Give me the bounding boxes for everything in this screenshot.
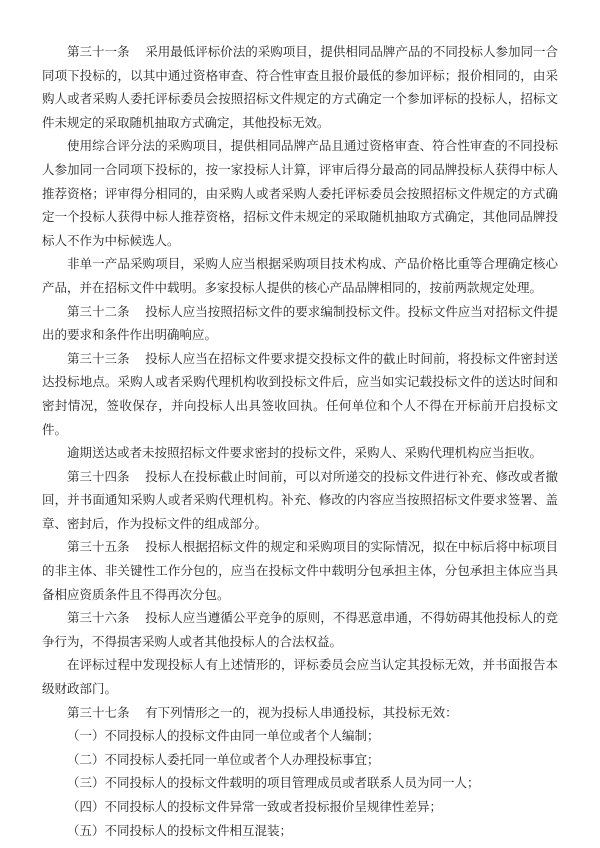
article-31-para-3: 非单一产品采购项目，采购人应当根据采购项目技术构成、产品价格比重等合理确定核心产品，并在招标文件中载明。多家投标人提供的核心产品品牌相同的，按前两款规定处理。	[42, 257, 558, 295]
article-37-item-3: （三）不同投标人的投标文件载明的项目管理成员或者联系人员为同一人；	[67, 776, 480, 791]
article-37-item-4: （四）不同投标人的投标文件异常一致或者投标报价呈规律性差异；	[67, 800, 443, 814]
article-37-item-2: （二）不同投标人委托同一单位或者个人办理投标事宜；	[67, 752, 380, 767]
article-35-text: 第三十五条 投标人根据招标文件的规定和采购项目的实际情况，拟在中标后将中标项目的非主体、非关键性工作分包的，应当在投标文件中载明分包承担主体，分包承担主体应当具备相应资质条件且不得再次分包。	[42, 540, 558, 602]
article-37-item-1: （一）不同投标人的投标文件由同一单位或者个人编制；	[67, 729, 380, 744]
article-33-text: 第三十三条 投标人应当在招标文件要求提交投标文件的截止时间前，将投标文件密封送达投标地点。采购人或者采购代理机构收到投标文件后，应当如实记载投标文件的送达时间和密封情况，签收保存，并向投标人出具签收回执。任何单位和个人不得在开标前开启投标文件。	[42, 351, 558, 437]
article-32-text: 第三十二条 投标人应当按照招标文件的要求编制投标文件。投标文件应当对招标文件提出的要求和条件作出明确响应。	[42, 304, 558, 343]
article-34-text: 第三十四条 投标人在投标截止时间前，可以对所递交的投标文件进行补充、修改或者撤回，并书面通知采购人或者采购代理机构。补充、修改的内容应当按照招标文件要求签署、盖章、密封后，作为投标文件的组成部分。	[42, 469, 558, 531]
article-36-text: 第三十六条 投标人应当遵循公平竞争的原则，不得恶意串通，不得妨碍其他投标人的竞争行为，不得损害采购人或者其他投标人的合法权益。	[42, 611, 558, 649]
article-31-text: 第三十一条 采用最低评标价法的采购项目，提供相同品牌产品的不同投标人参加同一合同项下投标的，以其中通过资格审查、符合性审查且报价最低的参加评标；报价相同的，由采购人或者采购人委托评标委员会按照招标文件规定的方式确定一个参加评标的投标人，招标文件未规定的采取随机抽取方式确定，其他投标无效。	[42, 45, 558, 130]
article-31-para-2: 使用综合评分法的采购项目，提供相同品牌产品且通过资格审查、符合性审查的不同投标人参加同一合同项下投标的，按一家投标人计算，评审后得分最高的同品牌投标人获得中标人推荐资格；评审得分相同的，由采购人或者采购人委托评标委员会按照招标文件规定的方式确定一个投标人获得中标人推荐资格，招标文件未规定的采取随机抽取方式确定，其他同品牌投标人不作为中标候选人。	[42, 139, 558, 248]
article-37-item-5: （五）不同投标人的投标文件相互混装；	[67, 823, 293, 838]
article-33-para-2: 逾期送达或者未按照招标文件要求密封的投标文件，采购人、采购代理机构应当拒收。	[67, 446, 543, 461]
article-37-text: 第三十七条 有下列情形之一的，视为投标人串通投标，其投标无效：	[67, 705, 458, 720]
article-36-para-2: 在评标过程中发现投标人有上述情形的，评标委员会应当认定其投标无效，并书面报告本级财政部门。	[42, 658, 558, 697]
